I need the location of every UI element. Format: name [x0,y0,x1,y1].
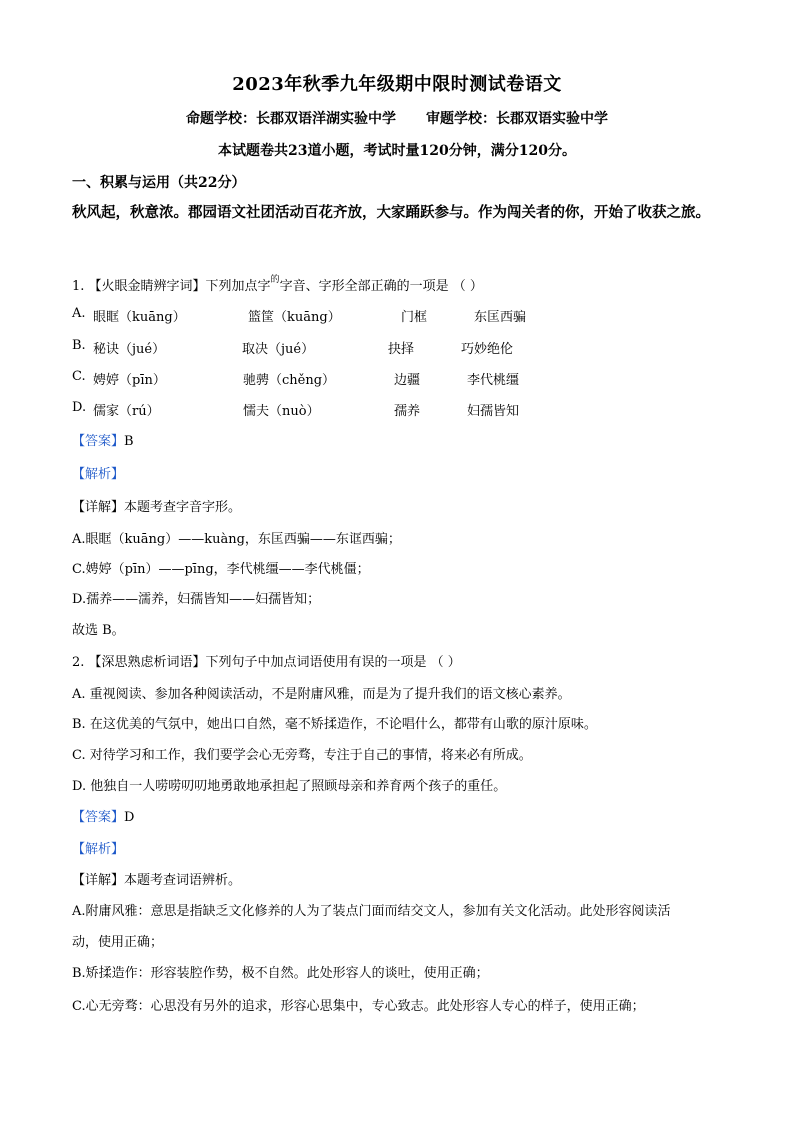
answer-value: B [124,434,134,449]
section-heading: 一、积累与运用（共22分） [72,175,246,191]
section-intro: 秋风起，秋意浓。郡园语文社团活动百花齐放，大家踊跃参与。作为闯关者的你，开始了收获之旅。 [72,204,710,221]
detail-tag: 【详解】 [72,500,125,515]
q2-option-b: B. 在这优美的气氛中，她出口自然，毫不矫揉造作，不论唱什么，都带有山歌的原汁原味。 [72,717,597,732]
q1-explain-a: A.眼眶（kuāng）——kuàng，东匡西骗——东诓西骗； [72,532,401,547]
author-line [0,108,794,128]
q2-analysis-tag: 【解析】 [72,842,125,857]
option-word-4: 妇孺皆知 [467,404,520,419]
q1-stem [72,272,483,294]
proposer-school: 命题学校：长郡双语洋湖实验中学 [186,111,396,127]
reviewer-school: 审题学校：长郡双语实验中学 [426,111,608,127]
q2-option-d: D. 他独自一人唠唠叨叨地勇敢地承担起了照顾母亲和养育两个孩子的重任。 [72,779,507,794]
q2-option-c: C. 对待学习和工作，我们要学会心无旁骛，专注于自己的事情，将来必有所成。 [72,748,532,763]
option-word-1: 眼眶（kuāng） [93,310,186,325]
q1-conclusion: 故选 B。 [72,623,125,638]
q1-detail [72,496,241,515]
detail-text: 本题考查字音字形。 [124,500,242,515]
q1-explain-c: C.娉婷（pīn）——pīng，李代桃缰——李代桃僵； [72,562,370,577]
document-title: 2023年秋季九年级期中限时测试卷语文 [232,74,562,95]
option-word-4: 李代桃缰 [467,373,520,388]
q2-detail [72,869,241,888]
q2-answer [72,806,134,825]
q1-stem-part-a: 1. 【火眼金睛辨字词】下列加点字 [72,279,271,294]
q2-stem: 2. 【深思熟虑析词语】下列句子中加点词语使用有误的一项是 （ ） [72,655,461,670]
option-label: A. [72,306,86,321]
q1-explain-d: D.孺养——濡养，妇孺皆知——妇孺皆知； [72,592,321,607]
q1-stem-part-b: 字音、字形全部正确的一项是 （ ） [279,279,483,294]
option-word-2: 取决（jué） [242,342,315,357]
answer-value: D [124,810,135,825]
option-word-4: 东匡西骗 [474,310,527,325]
option-word-1: 娉婷（pīn） [93,373,166,388]
option-word-2: 驰骋（chěng） [243,373,336,388]
q2-explain-a-line2: 动，使用正确； [72,935,164,950]
option-word-1: 秘诀（jué） [93,342,166,357]
option-word-3: 孺养 [394,404,421,419]
option-word-1: 儒家（rú） [93,404,160,419]
detail-tag: 【详解】 [72,873,125,888]
q2-explain-b: B.矫揉造作：形容装腔作势，极不自然。此处形容人的谈吐，使用正确； [72,966,489,981]
option-word-3: 边疆 [394,373,421,388]
q1-answer [72,430,134,449]
q2-explain-a-line1: A.附庸风雅：意思是指缺乏文化修养的人为了装点门面而结交文人，参加有关文化活动。此处形容阅读活 [72,904,671,919]
option-word-3: 门框 [401,310,428,325]
exam-info: 本试题卷共23道小题，考试时量120分钟，满分120分。 [218,143,576,159]
option-word-2: 篮筐（kuāng） [248,310,341,325]
option-label: D. [72,400,87,415]
q2-explain-c: C.心无旁骛：心思没有另外的追求，形容心思集中，专心致志。此处形容人专心的样子，使用正确； [72,999,645,1014]
option-word-2: 懦夫（nuò） [243,404,320,419]
q1-stem-sup: 的 [270,275,280,285]
answer-tag: 【答案】 [72,810,125,825]
option-label: C. [72,369,86,384]
detail-text: 本题考查词语辨析。 [124,873,242,888]
option-word-3: 抉择 [388,342,415,357]
answer-tag: 【答案】 [72,434,125,449]
option-label: B. [72,338,86,353]
option-word-4: 巧妙绝伦 [461,342,514,357]
q2-option-a: A. 重视阅读、参加各种阅读活动，不是附庸风雅，而是为了提升我们的语文核心素养。 [72,687,571,702]
q1-analysis-tag: 【解析】 [72,467,125,482]
